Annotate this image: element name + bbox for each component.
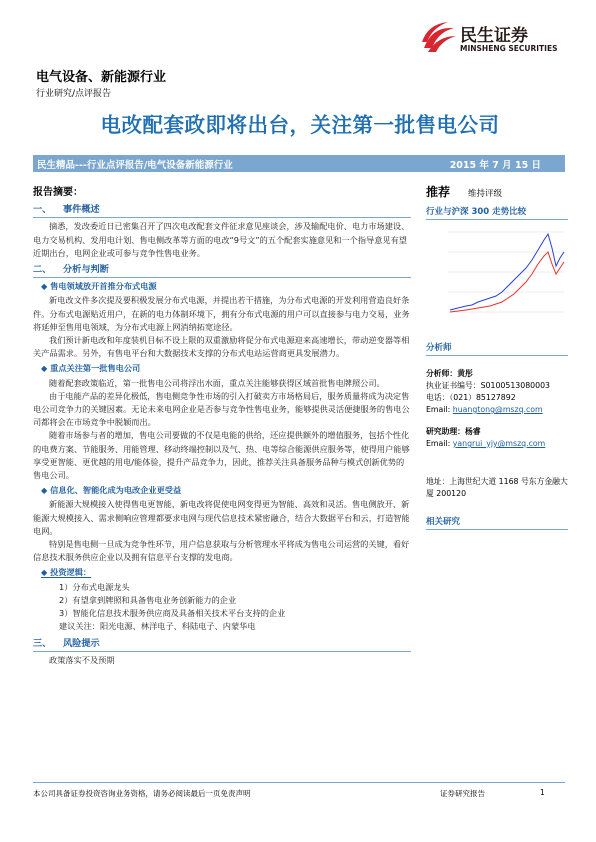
list-item: 3）智能化信息技术服务供应商及具备相关技术平台支持的企业 (59, 608, 286, 619)
subheading-2: ◆ 重点关注第一批售电公司 (41, 363, 141, 374)
recommendation-note: 建议关注：阳光电源、林洋电子、科陆电子、内蒙华电 (59, 621, 256, 632)
trend-chart (426, 222, 568, 332)
investment-logic-title: ◆ 投资逻辑： (41, 567, 92, 578)
title-banner (33, 155, 565, 172)
license-number: 执业证书编号：S0100513080003 (426, 381, 551, 390)
section-heading-2: 二、 分析与判断 (33, 263, 411, 278)
logo-mark-icon (418, 18, 458, 58)
section-heading-3: 三、 风险提示 (33, 637, 411, 652)
list-item: 1）分布式电源龙头 (59, 581, 130, 592)
risk-paragraph: 政策落实不及预期 (49, 654, 115, 665)
paragraph-2-4: 由于电能产品的差异化极低，售电侧竞争性市场的引入打破卖方市场格局后，服务质量将成为决定售电公司竞争力的关键因素。无论未来电网企业是否参与竞争性售电业务，能够提供灵活便捷服务的售电公司都将会在市场竞争中脱颖而出。 (33, 390, 410, 428)
section-1-paragraph: 摘悉，发改委近日已密集召开了四次电改配套文件征求意见座谈会，涉及输配电价、电力市场建设、电力交易机构、发用电计划、售电侧改革等方面的电改“9号文”的五个配套实施意见和一个指导意见有望近期出台，电网企业或可参与竞争性售电业务。 (33, 221, 410, 258)
analyst-email-link[interactable]: huangtong@mszq.com (452, 405, 543, 414)
sidebar (426, 186, 568, 530)
trend-chart-svg (426, 222, 568, 332)
assistant-name-line: 研究助理：杨睿 (426, 427, 481, 436)
paragraph-2-2: 我们预计新电改和年度装机目标不设上限的双重激励将促分布式电源迎来高速增长，带动逆变器等相关产品需求。另外，有售电平台和大数据技术支撑的分布式电站运营商更具发展潜力。 (33, 335, 410, 359)
list-item: 2）有望拿到牌照和具备售电业务创新能力的企业 (59, 594, 237, 605)
footer-disclaimer: 本公司具备证券投资咨询业务资格，请务必阅读最后一页免责声明 (33, 789, 251, 798)
page-number: 1 (540, 788, 545, 797)
rating: 推荐 维持评级 (426, 185, 503, 199)
banner-series: 民生精品---行业点评报告/电气设备新能源行业 (37, 160, 233, 171)
address: 地址：上海世纪大道 1168 号东方金融大厦 200120 (426, 477, 568, 498)
analyst-email-line: Email: huangtong@mszq.com (426, 405, 543, 414)
related-research-heading: 相关研究 (426, 516, 568, 530)
brand-logo (418, 18, 568, 60)
subheading-3: ◆ 信息化、智能化成为电改企业更受益 (41, 485, 182, 496)
footer-report-type: 证券研究报告 (440, 789, 485, 798)
chart-title: 行业与沪深 300 走势比较 (426, 206, 568, 220)
report-type: 行业研究/点评报告 (36, 89, 112, 99)
assistant-email-line: Email: yangrui_yjy@mszq.com (426, 439, 546, 448)
paragraph-2-7: 特别是售电侧一旦成为竞争性环节，用户信息获取与分析管理水平将成为售电公司运营的关键，看好信息技术服务供应企业以及拥有信息平台支撑的发电商。 (33, 539, 410, 563)
report-date: 2015 年 7 月 15 日 (449, 160, 541, 171)
analyst-name-line: 分析师：黄彤 (426, 369, 473, 378)
analyst-section-heading: 分析师 (426, 342, 568, 356)
main-content (33, 186, 411, 667)
analyst-phone: 电话：（021）85127892 (426, 393, 516, 402)
assistant-email-link[interactable]: yangrui_yjy@mszq.com (452, 439, 546, 448)
subheading-1: ◆ 售电领域放开首推分布式电源 (41, 281, 157, 292)
paragraph-2-5: 随着市场参与者的增加，售电公司要做的不仅是电能的供给，还应提供额外的增值服务，包括个性化的电费方案、节能服务、用能管理、移动终端控制以及气、热、电等综合能源供应服务等，使得用户能够享受更智能、更优越的用电/能体验，提升产品竞争力，因此，推荐关注具备服务品种与模式创新优势的售电公司。 (33, 430, 410, 481)
footer-divider (33, 782, 565, 783)
investment-logic (41, 566, 411, 633)
section-heading-1: 一、 事件概述 (33, 203, 411, 218)
paragraph-2-3: 随着配套政策临近，第一批售电公司将浮出水面，重点关注能够获得区域首批售电牌照公司。 (49, 377, 385, 388)
paragraph-2-1: 新电改文件多次提及要积极发展分布式电源，并提出若干措施，为分布式电源的开发利用营造良好条件。分布式电源贴近用户，在新的电力体制环境下，拥有分布式电源的用户可以直接参与电力交易，业务将延伸至售用电领域，为分布式电源上网消纳拓宽途径。 (33, 295, 410, 332)
summary-heading: 报告摘要： (33, 187, 83, 198)
industry-label: 电气设备、新能源行业 (36, 70, 167, 85)
hs300-series-line (450, 252, 564, 312)
paragraph-2-6: 新能源大规模接入使得售电更智能，新电改将促使电网变得更为智能、高效和灵活。售电侧放开、新能源大规模接入、需求侧响应管理都要求电网与现代信息技术紧密融合，结合大数据平台和云，打造智能电网。 (33, 499, 410, 536)
brand-name-en: MINSHENG SECURITIES (460, 44, 558, 53)
brand-name-cn: 民生证券 (460, 26, 528, 46)
page-title: 电改配套政即将出台，关注第一批售电公司 (100, 113, 500, 137)
